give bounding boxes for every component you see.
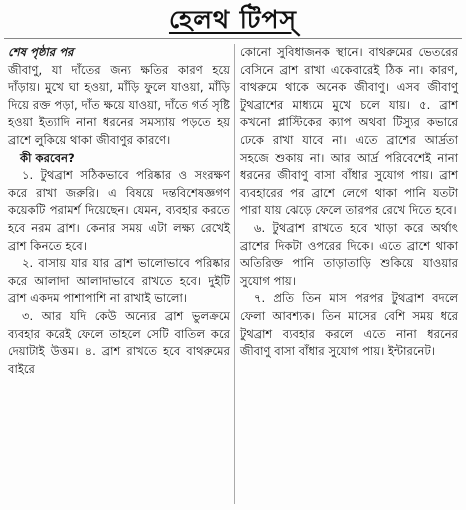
paragraph: ৩. আর যদি কেউ অন্যের ব্রাশ ভুলক্রমে ব্যবহার করেই ফেলে তাহলে সেটি বাতিল করে দেয়াটাই উত্তম। ৪. ব্রাশ রাখতে হবে বাথরুমের বাইরে xyxy=(8,308,230,376)
page-title: হেলথ টিপস্ xyxy=(168,4,298,34)
paragraph: কোনো সুবিধাজনক স্থানে। বাথরুমের ভেতরের বেসিনে ব্রাশ রাখা একেবারেই ঠিক না। কারণ, বাথরুমে থাকে অনেক জীবাণু। এসব জীবাণু টুথব্রাশের মাধ্যমে মুখে চলে যায়। ৫. ব্রাশ কখনো প্লাস্টিকের ক্যাপ অথবা টিস্যুর কভারে ঢেকে রাখা যাবে না। এতে ব্রাশের আর্দ্রতা সহজে শুকায় না। আর আর্দ্র পরিবেশেই নানা ধরনের জীবাণু বাসা বাঁধার সুযোগ পায়। ব্রাশ ব্যবহারের পর ব্রাশে লেগে থাকা পানি যতটা পারা যায় ঝেড়ে ফেলে তারপর রেখে দিতে হবে। xyxy=(240,45,458,218)
right-column xyxy=(240,44,458,506)
left-column xyxy=(8,44,230,506)
paragraph: ২. বাসায় যার যার ব্রাশ ভালোভাবে পরিষ্কার করে আলাদা আলাদাভাবে রাখতে হবে। দুইটি ব্রাশ একদম পাশাপাশি না রাখাই ভালো। xyxy=(8,256,230,306)
column-divider xyxy=(234,44,235,504)
paragraph: ৭. প্রতি তিন মাস পরপর টুথব্রাশ বদলে ফেলা আবশ্যক। তিন মাসের বেশি সময় ধরে টুথব্রাশ ব্যবহার করলে এতে নানা ধরনের জীবাণু বাসা বাঁধার সুযোগ পায়। ইন্টারনেট। xyxy=(240,291,458,359)
paragraph: ৬. টুথব্রাশ রাখতে হবে খাড়া করে অর্থাৎ ব্রাশের দিকটা ওপরের দিকে। এতে ব্রাশে থাকা অতিরিক্ত পানি তাড়াতাড়ি শুকিয়ে যাওয়ার সুযোগ পায়। xyxy=(240,220,458,288)
paragraph: জীবাণু, যা দাঁতের জন্য ক্ষতির কারণ হয়ে দাঁড়ায়। মুখে ঘা হওয়া, মাঁড়ি ফুলে যাওয়া, মাঁড়ি দিয়ে রক্ত পড়া, দাঁত ক্ষয়ে যাওয়া, দাঁতে গর্ত সৃষ্টি হওয়া ইত্যাদি নানা ধরনের সমস্যায় পড়তে হয় ব্রাশে লুকিয়ে থাকা জীবাণুর কারণে। xyxy=(8,62,230,147)
subheading: কী করবেন? xyxy=(20,150,75,165)
header xyxy=(4,4,462,39)
paragraph: ১. টুথব্রাশ সঠিকভাবে পরিষ্কার ও সংরক্ষণ করে রাখা জরুরি। এ বিষয়ে দন্তবিশেষজ্ঞগণ কয়েকটি পরামর্শ দিয়েছেন। যেমন, ব্যবহার করতে হবে নরম ব্রাশ। কেনার সময় এটা লক্ষ্য রেখেই ব্রাশ কিনতে হবে। xyxy=(8,168,230,253)
continued-label: শেষ পৃষ্ঠার পর xyxy=(8,45,74,59)
